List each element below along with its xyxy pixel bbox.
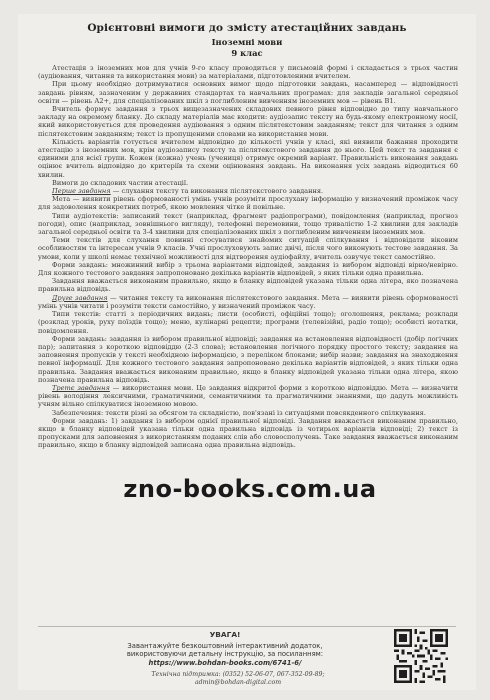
paragraph: Форми завдань: завдання із вибором правильної відповіді; завдання на встановлення відповідності (добір логічних пар); запитання з короткою відповіддю (2-3 слова); встановлення логічного порядку простого тексту; завдання на заповнення пропусків у тексті необхідною інформацією, з переліком блоками; вибір назви; завдання на знаходження певної інформації. Для кожного тестового завдання запропоновано декілька варіантів відповідей, з яких тільки одна правильна. Завдання вважається виконаним правильно, якщо в бланку відповідей указана тільки одна літера, якою позначена правильна відповідь. xyxy=(38,334,458,384)
notice-text xyxy=(100,631,350,667)
notice-line: використовуючи детальну інструкцію, за посиланням: xyxy=(126,650,324,659)
support-phone: Технічна підтримка: (0352) 52-06-07, 067-352-09-89; xyxy=(151,671,325,678)
document-page xyxy=(18,14,476,690)
support-email[interactable]: admin@bohdan-digital.com xyxy=(194,678,282,686)
document-title: Орієнтовні вимоги до змісту атестаційних завдань xyxy=(87,22,407,34)
contact-info xyxy=(118,671,358,687)
notice-warning: УВАГА! xyxy=(209,630,241,639)
qr-code-icon[interactable] xyxy=(394,629,448,683)
section-1-heading: Перше завдання xyxy=(52,187,111,196)
notice-box xyxy=(38,626,456,687)
app-link[interactable]: https://www.bohdan-books.com/6741-6/ xyxy=(148,658,302,667)
paragraph: Вимоги до складових частин атестації. xyxy=(52,178,189,187)
paragraph: Атестація з іноземних мов для учнів 9-го класу проводиться у письмовій формі і складається з трьох частин (аудіювання, читання та використання мови) за матеріалами, підготовленими вчителем. xyxy=(38,64,458,81)
section-3-heading: Третє завдання xyxy=(52,383,110,392)
grade-heading: 9 клас xyxy=(231,48,263,58)
watermark xyxy=(80,468,420,510)
paragraph: Типи аудіотекстів: записаний текст (наприклад, фрагмент радіопрограми), повідомлення (наприклад, прогноз погоди), опис (наприклад, зовнішнього вигляду), телефонні перемовини, тощо тривалістю 1-2 хвилини для закладів загальної середньої освіти та 3-4 хвилини для спеціалізованих шкіл з поглибленим вивченням іноземних мов. xyxy=(38,211,458,237)
section-2-text: — читання тексту та виконання післятекстового завдання. Мета — виявити рівень сформованості умінь учнів читати і розуміти тексти самостійно, у визначений проміжок часу. xyxy=(38,293,459,310)
section-1-text: — слухання тексту та виконання післятекстового завдання. xyxy=(110,187,324,196)
paragraph: Вчитель формує завдання з трьох вищезазначених складових певного рівня відповідно до типу навчального закладу на окремому бланку. До складу матеріалів має входити: аудіозапис тексту на будь-якому електронному носії, який використовується для проведення аудіювання з одним післятекстовим завданням; текст для читання з одним післятекстовим завданням; текст із пропущеними словами на використання мови. xyxy=(38,105,458,138)
paragraph: При цьому необхідно дотримуватися основних вимог щодо підготовки завдань, насамперед — відповідності завдань рівням, зазначеним у державних стандартах та навчальних програмах: для закладів загальної середньої освіти — рівень А2+, для спеціалізованих шкіл з поглибленим вивченням іноземних мов — рівень В1. xyxy=(38,80,458,105)
section-2-intro xyxy=(38,294,458,310)
section-2-heading: Друге завдання xyxy=(52,293,108,302)
section-3-intro xyxy=(38,384,458,409)
section-1-intro xyxy=(38,187,458,195)
section-3-text: — використання мови. Це завдання відкритої форми з короткою відповіддю. Мета — визначити рівень володіння лексичними, граматичними, семантичними та прагматичними знаннями, що дадуть можливість учням вільно спілкуватися іноземною мовою. xyxy=(38,383,459,409)
paragraph: Завдання вважається виконаним правильно, якщо в бланку відповідей указана тільки одна літера, яко позначена правильна відповідь. xyxy=(38,277,458,294)
paragraph: Форми завдань: множинний вибір з трьома варіантами відповідей, завдання із вибором відповіді вірно/невірно. Для кожного тестового завдання запропоновано декілька варіантів відповідей, з яких тільки одна правильна. xyxy=(38,260,458,278)
paragraph: Форми завдань: 1) завдання із вибором однієї правильної відповіді. Завдання вважається виконаним правильно, якщо в бланку відповідей указана тільки одна правильна відповідь із чотирьох варіантів відповіді; 2) текст із пропусками для заповнення з використанням поданих слів або словосполучень. Таке завдання вважається виконаним правильно, якщо в бланку відповідей записана одна правильна відповідь. xyxy=(38,416,458,450)
paragraph: Теми текстів для слухання повинні стосуватися знайомих ситуацій спілкування і відповідати віковим особливостям та інтересам учнів 9 класів. Учні прослуховують запис двічі, після чого виконують тестове завдання. За умови, коли у школі немає технічної можливості для відтворення аудіофайлу, вчитель озвучує текст самостійно. xyxy=(38,236,458,261)
notice-line: Завантажуйте безкоштовний інтерактивний додаток, xyxy=(127,641,323,650)
paragraph: Типи текстів: статті з періодичних видань; листи (особисті, офіційні тощо); оголошення, реклама; розклади (розклад уроків, руху поїздів тощо); меню, кулінарні рецепти; програми (телевізійні, радіо тощо); особисті нотатки, повідомлення. xyxy=(38,310,458,335)
paragraph: Забезпечення: тексти різні за обсягом та складністю, пов'язані із ситуаціями повсякденного спілкування. xyxy=(52,408,426,417)
paragraph: Мета — виявити рівень сформованості умінь учнів розуміти прослухану інформацію у визначений проміжок часу для задоволення конкретних потреб, якою мовлення чітке й повільне. xyxy=(38,195,458,212)
document-body xyxy=(18,58,476,450)
subject-heading: Іноземні мови xyxy=(211,37,283,47)
paragraph: Кількість варіантів готується вчителем відповідно до кількості учнів у класі, які виявили бажання проходити атестацію з іноземних мов, крім аудіозапису тексту та післятекстового завдання до нього. Цей текст та завдання є єдиними для всієї групи. Кожен (кожна) учень (учениця) отримує окремий варіант. Правильність виконання завдань оцінює вчитель відповідно до критеріїв та схеми оцінювання завдань. На виконання усіх завдань відводиться 60 хвилин. xyxy=(38,137,458,179)
watermark-text: zno-books.com.ua xyxy=(123,475,377,503)
